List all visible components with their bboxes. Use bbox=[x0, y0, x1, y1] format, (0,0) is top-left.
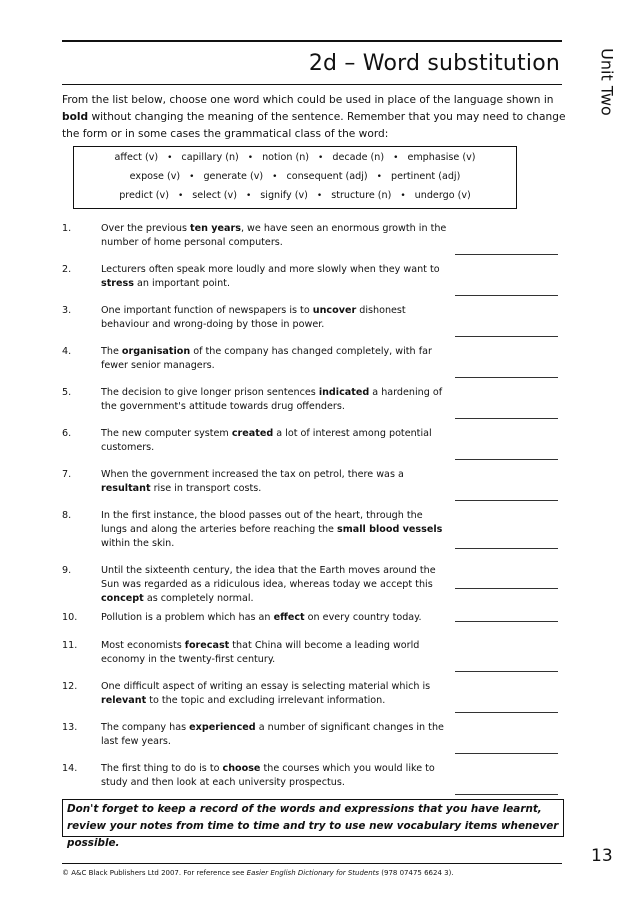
instructions bbox=[62, 92, 568, 143]
sentence-text-start: Most economists bbox=[101, 640, 185, 651]
sentence-text-end: within the skin. bbox=[101, 538, 175, 549]
instructions-text-start: From the list below, choose one word which could be used in place of the language shown in bbox=[62, 94, 554, 106]
sentence-text-end: a number of significant changes in the last few years. bbox=[101, 722, 444, 747]
exercise-number: 7. bbox=[62, 469, 72, 480]
sentence-text-end: a lot of interest among potential customers. bbox=[101, 428, 432, 453]
sentence-text-end: a hardening of the government's attitude towards drug offenders. bbox=[101, 387, 443, 412]
exercise-sentence bbox=[101, 564, 447, 606]
page-number: 13 bbox=[591, 846, 613, 866]
exercise-sentence bbox=[101, 721, 447, 749]
target-phrase: resultant bbox=[101, 483, 151, 494]
reminder-box bbox=[62, 799, 564, 849]
answer-blank[interactable] bbox=[455, 794, 558, 795]
exercise-number: 6. bbox=[62, 428, 72, 439]
exercise-sentence bbox=[101, 345, 447, 373]
word-option: pertinent (adj) bbox=[390, 171, 461, 182]
sentence-text-start: Until the sixteenth century, the idea that the Earth moves around the Sun was regarded as a ridiculous idea, whereas today we accept this bbox=[101, 565, 436, 590]
exercise-number: 4. bbox=[62, 346, 72, 357]
word-option: notion (n) bbox=[262, 152, 310, 163]
target-phrase: effect bbox=[273, 612, 305, 623]
answer-blank[interactable] bbox=[455, 254, 558, 255]
footer-isbn: (978 07475 6624 3). bbox=[379, 869, 454, 877]
exercise-number: 3. bbox=[62, 305, 72, 316]
sentence-text-end: as completely normal. bbox=[143, 593, 254, 604]
answer-blank[interactable] bbox=[455, 418, 558, 419]
answer-blank[interactable] bbox=[455, 336, 558, 337]
footer-rule bbox=[62, 863, 562, 864]
word-option: undergo (v) bbox=[414, 190, 471, 201]
answer-blank[interactable] bbox=[455, 548, 558, 549]
word-option: structure (n) bbox=[331, 190, 392, 201]
answer-blank[interactable] bbox=[455, 588, 558, 589]
exercise-number: 14. bbox=[62, 763, 78, 774]
target-phrase: experienced bbox=[189, 722, 256, 733]
bullet-icon: • bbox=[400, 191, 406, 201]
sentence-text-start: The new computer system bbox=[101, 428, 232, 439]
word-option: emphasise (v) bbox=[407, 152, 476, 163]
sentence-text-end: of the company has changed completely, with far fewer senior managers. bbox=[101, 346, 432, 371]
word-list-box bbox=[73, 146, 517, 209]
exercise-sentence bbox=[101, 468, 447, 496]
sentence-text-end: an important point. bbox=[133, 278, 230, 289]
exercise-number: 13. bbox=[62, 722, 78, 733]
answer-blank[interactable] bbox=[455, 753, 558, 754]
exercise-number: 2. bbox=[62, 264, 72, 275]
exercise-sentence bbox=[101, 386, 447, 414]
exercise-number: 9. bbox=[62, 565, 72, 576]
exercise-sentence bbox=[101, 263, 447, 291]
target-phrase: forecast bbox=[184, 640, 230, 651]
sentence-text-start: The decision to give longer prison sentences bbox=[101, 387, 319, 398]
target-phrase: choose bbox=[222, 763, 261, 774]
word-option: affect (v) bbox=[114, 152, 159, 163]
sentence-text-start: The first thing to do is to bbox=[101, 763, 223, 774]
bullet-icon: • bbox=[189, 172, 195, 182]
exercise-number: 8. bbox=[62, 510, 72, 521]
footer-copyright: © A&C Black Publishers Ltd 2007. For reference see bbox=[62, 869, 247, 877]
word-option: consequent (adj) bbox=[286, 171, 368, 182]
title-rule bbox=[62, 84, 562, 85]
sentence-text-start: The company has bbox=[101, 722, 190, 733]
exercise-number: 10. bbox=[62, 612, 78, 623]
sentence-text-start: One important function of newspapers is to bbox=[101, 305, 313, 316]
bullet-icon: • bbox=[318, 153, 324, 163]
target-phrase: small blood vessels bbox=[337, 524, 443, 535]
instructions-text-end: without changing the meaning of the sentence. Remember that you may need to change the form or in some cases the grammatical class of the word: bbox=[62, 111, 566, 140]
answer-blank[interactable] bbox=[455, 671, 558, 672]
top-rule bbox=[62, 40, 562, 42]
sentence-text-start: One difficult aspect of writing an essay is selecting material which is bbox=[101, 681, 431, 692]
sentence-text-end: the courses which you would like to study and then look at each university prospectus. bbox=[101, 763, 435, 788]
instructions-bold-word: bold bbox=[62, 111, 89, 123]
answer-blank[interactable] bbox=[455, 377, 558, 378]
exercise-number: 11. bbox=[62, 640, 78, 651]
bullet-icon: • bbox=[247, 153, 254, 163]
bullet-icon: • bbox=[376, 172, 382, 182]
word-list-row bbox=[74, 152, 516, 163]
sentence-text-end: dishonest behaviour and wrong-doing by those in power. bbox=[101, 305, 406, 330]
word-option: decade (n) bbox=[332, 152, 385, 163]
word-option: select (v) bbox=[192, 190, 237, 201]
answer-blank[interactable] bbox=[455, 500, 558, 501]
bullet-icon: • bbox=[316, 191, 323, 201]
word-option: predict (v) bbox=[119, 190, 169, 201]
target-phrase: indicated bbox=[318, 387, 370, 398]
reminder-text: Don't forget to keep a record of the words and expressions that you have learnt, review your notes from time to time and try to use new vocabulary items whenever possible. bbox=[67, 803, 559, 849]
word-option: capillary (n) bbox=[181, 152, 239, 163]
bullet-icon: • bbox=[245, 191, 252, 201]
target-phrase: stress bbox=[101, 278, 134, 289]
sentence-text-end: that China will become a leading world economy in the twenty-first century. bbox=[101, 640, 420, 665]
sentence-text-end: rise in transport costs. bbox=[150, 483, 262, 494]
sentence-text-start: In the first instance, the blood passes out of the heart, through the lungs and along the arteries before reaching the bbox=[101, 510, 423, 535]
footer-dictionary-title: Easier English Dictionary for Students bbox=[246, 869, 380, 877]
sentence-text-start: The bbox=[101, 346, 122, 357]
exercise-sentence bbox=[101, 304, 447, 332]
sentence-text-end: on every country today. bbox=[304, 612, 422, 623]
exercise-sentence bbox=[101, 427, 447, 455]
exercise-sentence bbox=[101, 762, 447, 790]
target-phrase: uncover bbox=[312, 305, 357, 316]
exercise-number: 12. bbox=[62, 681, 78, 692]
exercise-sentence bbox=[101, 509, 447, 551]
exercise-sentence bbox=[101, 680, 447, 708]
sentence-text-end: , we have seen an enormous growth in the number of home personal computers. bbox=[101, 223, 447, 248]
unit-tab-label: Unit Two bbox=[597, 47, 617, 116]
answer-blank[interactable] bbox=[455, 295, 558, 296]
word-list-row bbox=[74, 171, 516, 182]
exercise-sentence bbox=[101, 639, 447, 667]
bullet-icon: • bbox=[177, 191, 184, 201]
target-phrase: organisation bbox=[121, 346, 191, 357]
page-title: 2d – Word substitution bbox=[308, 51, 560, 76]
target-phrase: ten years bbox=[190, 223, 241, 234]
answer-blank[interactable] bbox=[455, 621, 558, 622]
word-option: signify (v) bbox=[260, 190, 308, 201]
word-option: expose (v) bbox=[129, 171, 181, 182]
word-option: generate (v) bbox=[203, 171, 264, 182]
sentence-text-start: Over the previous bbox=[101, 223, 190, 234]
sentence-text-start: When the government increased the tax on petrol, there was a bbox=[101, 469, 404, 480]
sentence-text-start: Lecturers often speak more loudly and more slowly when they want to bbox=[101, 264, 440, 275]
sentence-text-end: to the topic and excluding irrelevant information. bbox=[146, 695, 386, 706]
exercise-number: 5. bbox=[62, 387, 72, 398]
exercise-sentence bbox=[101, 611, 447, 625]
bullet-icon: • bbox=[272, 172, 278, 182]
exercise-number: 1. bbox=[62, 223, 72, 234]
word-list-row bbox=[74, 190, 516, 201]
sentence-text-start: Pollution is a problem which has an bbox=[101, 612, 274, 623]
answer-blank[interactable] bbox=[455, 712, 558, 713]
bullet-icon: • bbox=[393, 153, 399, 163]
exercise-sentence bbox=[101, 222, 447, 250]
target-phrase: concept bbox=[101, 593, 144, 604]
bullet-icon: • bbox=[167, 153, 173, 163]
answer-blank[interactable] bbox=[455, 459, 558, 460]
target-phrase: relevant bbox=[101, 695, 147, 706]
unit-tab bbox=[594, 34, 620, 129]
footer bbox=[62, 869, 454, 877]
target-phrase: created bbox=[231, 428, 274, 439]
